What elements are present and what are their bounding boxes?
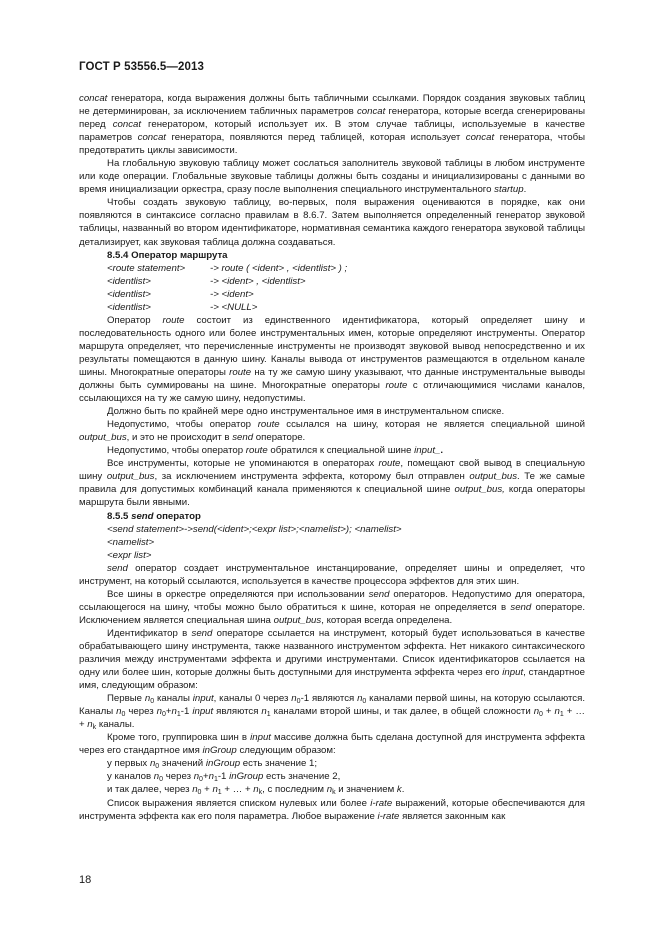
syntax-line: <identlist> -> <NULL>	[107, 301, 258, 313]
syntax-line: <expr list>	[107, 549, 152, 561]
paragraph: и так далее, через $n_0 + n_1$ + … + $n_k$, с последним $n_k$ и значением k.	[107, 784, 405, 797]
document-body	[79, 92, 585, 823]
syntax-line: <identlist> -> <ident> , <identlist>	[107, 275, 306, 287]
page-number: 18	[79, 874, 92, 886]
syntax-line: <namelist>	[107, 536, 155, 548]
paragraph: На глобальную звуковую таблицу может сослаться заполнитель звуковой таблицы в любом инструменте или коде операции. Глобальные звуковые таблицы должны быть созданы и инициализированы с данными во время инициализации оркестра, сразу после выполнения специального инструментального startup.	[79, 158, 585, 196]
paragraph: Оператор route состоит из единственного идентификатора, который определяет шину и последовательность одного или более инструментальных имен, которые определяют инструменты. Оператор маршрута определяет, что перечисленные инструменты не производят звуковой вывод непосредственно и их результаты помещаются в данную шину. Каналы вывода от инструментов размещаются в отдельном канале шины. Многократные операторы route на ту же самую шину указывают, что данные инструментальные выводы должны быть суммированы на шине. Многократные операторы route с отличающимися числами каналов, ссылающихся на ту же самую шину, недопустимы.	[79, 314, 586, 405]
paragraph: Первые $n_0$ каналы input, каналы 0 через $n_0-1$ являются $n_0$ каналами первой шины, на которую ссылаются. Каналы $n_0$ через $n_0+n_1-1$ input являются $n_1$ каналами второй шины, и так далее, в общей сложности $n_0 + n_1$ + … + $n_k$ каналы.	[79, 693, 586, 732]
syntax-line: <send statement>->send(<ident>;<expr list>;<namelist>); <namelist>	[107, 523, 402, 535]
paragraph: Чтобы создать звуковую таблицу, во-первых, поля выражения оцениваются в порядке, как они появляются в синтаксисе согласно правилам в 8.6.7. Затем выполняется определенный генератор звуковой таблицы, названный во втором идентификаторе, нормативная семантика каждого генератора звуковой таблицы детализирует, как звуковая таблица должна создаваться.	[79, 197, 585, 248]
paragraph: Кроме того, группировка шин в input массиве должна быть сделана доступной для инструмента эффекта через его стандартное имя inGroup следующим образом:	[79, 732, 585, 757]
paragraph: Должно быть по крайней мере одно инструментальное имя в инструментальном списке.	[107, 406, 505, 418]
document-header: ГОСТ Р 53556.5—2013	[79, 61, 204, 73]
paragraph: Идентификатор в send операторе ссылается на инструмент, который будет использоваться в качестве обрабатывающего шину инструмента, также названного инструментом эффекта. Нет никакого синтаксического различия между инструментами эффекта и другими инструментами. Список идентификаторов ссылается на одну или более шин, которые должны быть доступными для инструмента эффекта через его input, стандартное имя, следующим образом:	[79, 627, 585, 692]
paragraph: у каналов $n_0$ через $n_0+n_1-1$ inGroup есть значение 2,	[107, 771, 341, 784]
section-heading-8-5-5: 8.5.5 send оператор	[107, 510, 201, 522]
paragraph: Все шины в оркестре определяются при использовании send операторов. Недопустимо для оператора, ссылающегося на шину, чтобы можно было обратиться к шине, которая не определяется в send операторе. Исключением является специальная шина output_bus, которая всегда определена.	[79, 588, 585, 626]
paragraph: Недопустимо, чтобы оператор route ссылался на шину, которая не является специальной шиной output_bus, и это не происходит в send операторе.	[79, 419, 586, 444]
paragraph: у первых $n_0$ значений inGroup есть значение 1;	[107, 758, 318, 771]
syntax-line: <identlist> -> <ident>	[107, 288, 254, 300]
syntax-line: <route statement> -> route ( <ident> , <identlist> ) ;	[107, 262, 348, 274]
paragraph: Недопустимо, чтобы оператор route обратился к специальной шине input_.	[107, 445, 444, 457]
paragraph: send оператор создает инструментальное инстанцирование, определяет шины и определяет, что инструмент, на который ссылаются, используется в качестве процессора эффектов для этих шин.	[79, 562, 585, 587]
paragraph: Список выражения является списком нулевых или более i-rate выражений, которые обеспечиваются для инструмента эффекта как его поля параметра. Любое выражение i-rate является законным как	[79, 797, 585, 822]
paragraph: concat генератора, когда выражения должны быть табличными ссылками. Порядок создания звуковых таблиц не детерминирован, за исключением табличных параметров concat генератора, которые всегда сгенерированы перед concat генератором, который использует их. В этом случае таблицы, используемые в качестве параметров concat генератора, появляются перед таблицей, которая использует concat генератора, чтобы предотвратить циклы зависимости.	[79, 93, 585, 157]
section-heading-8-5-4: 8.5.4 Оператор маршрута	[107, 249, 228, 261]
route-syntax-block	[79, 262, 585, 314]
paragraph: Все инструменты, которые не упоминаются в операторах route, помещают свой вывод в специальную шину output_bus, за исключением инструмента эффекта, которому был отправлен output_bus. Те же самые правила для допустимых комбинаций канала применяются к специальной шине output_bus, когда операторы маршрута были явными.	[79, 458, 586, 509]
send-syntax-block	[79, 523, 585, 562]
